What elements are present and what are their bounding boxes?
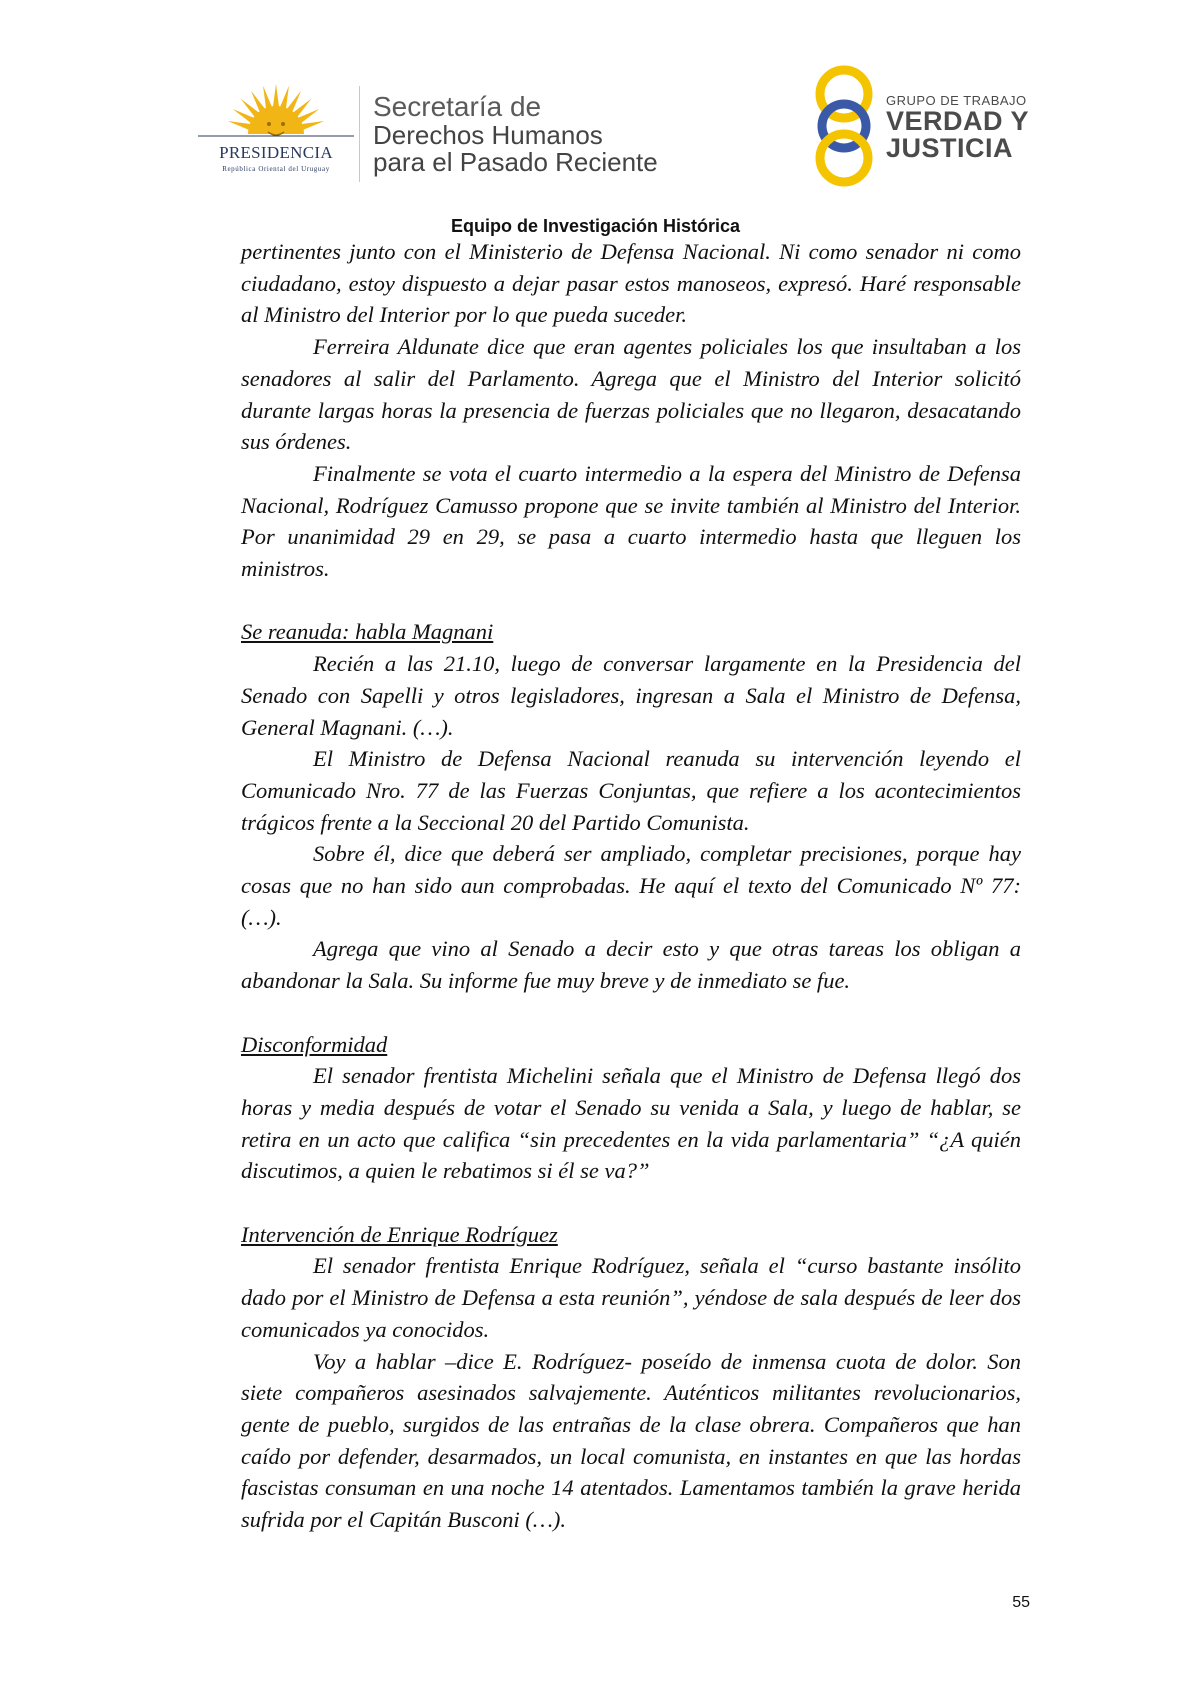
paragraph: El senador frentista Enrique Rodríguez, señala el “curso bastante insólito dado por el Ministro de Defensa a esta reunión”, yéndose de sala después de leer dos comunicados ya conocidos. [241, 1253, 1021, 1342]
presidencia-subtitle: República Oriental del Uruguay [222, 165, 330, 173]
secretaria-title [373, 92, 658, 176]
secretaria-line-2: Derechos Humanos [373, 120, 603, 150]
page-number: 55 [1012, 1594, 1030, 1611]
interlocked-rings-icon [808, 64, 880, 188]
header-divider [359, 86, 360, 182]
gtvj-line-2: JUSTICIA [886, 133, 1014, 163]
section-heading: Disconformidad [241, 1031, 388, 1057]
paragraph: Sobre él, dice que deberá ser ampliado, completar precisiones, porque hay cosas que no han sido aun comprobadas. He aquí el texto del Comunicado Nº 77: (…). [241, 841, 1021, 930]
secretaria-line-1: Secretaría de [373, 91, 542, 122]
gtvj-top-line: GRUPO DE TRABAJO [886, 93, 1027, 108]
paragraph: El Ministro de Defensa Nacional reanuda su intervención leyendo el Comunicado Nro. 77 de las Fuerzas Conjuntas, que refiere a los acontecimientos trágicos frente a la Seccional 20 del Partido Comunista. [241, 746, 1021, 835]
paragraph: Finalmente se vota el cuarto intermedio a la espera del Ministro de Defensa Nacional, Rodríguez Camusso propone que se invite también al Ministro del Interior. Por unanimidad 29 en 29, se pasa a cuarto intermedio hasta que lleguen los ministros. [241, 460, 1021, 582]
paragraph: Voy a hablar –dice E. Rodríguez- poseído de inmensa cuota de dolor. Son siete compañeros asesinados salvajemente. Auténticos militantes revolucionarios, gente de pueblo, surgidos de las entrañas de la clase obrera. Compañeros que han caído por defender, desarmados, un local comunista, en instantes en que las hordas fascistas consuman en una noche 14 atentados. Lamentamos también la grave herida sufrida por el Capitán Busconi (…). [241, 1348, 1021, 1533]
team-title: Equipo de Investigación Histórica [450, 216, 741, 236]
section-heading: Se reanuda: habla Magnani [241, 619, 494, 645]
paragraph: pertinentes junto con el Ministerio de Defensa Nacional. Ni como senador ni como ciudadano, estoy dispuesto a dejar pasar estos manoseos, expresó. Haré responsable al Ministro del Interior por lo que pueda suceder. [241, 239, 1021, 328]
paragraph: Ferreira Aldunate dice que eran agentes policiales los que insultaban a los senadores al salir del Parlamento. Agrega que el Ministro del Interior solicitó durante largas horas la presencia de fuerzas policiales que no llegaron, desacatando sus órdenes. [241, 334, 1021, 455]
presidencia-name: PRESIDENCIA [219, 143, 333, 162]
paragraph: Agrega que vino al Senado a decir esto y que otras tareas los obligan a abandonar la Sala. Su informe fue muy breve y de inmediato se fue. [241, 936, 1021, 994]
secretaria-line-3: para el Pasado Reciente [373, 147, 658, 177]
spacer [241, 997, 1021, 1029]
gtvj-line-1: VERDAD Y [886, 106, 1030, 136]
page-header [0, 0, 1191, 210]
spacer [241, 585, 1021, 617]
paragraph: El senador frentista Michelini señala que el Ministro de Defensa llegó dos horas y media después de votar el Senado su venida a Sala, y luego de hablar, se retira en un acto que califica “sin precedentes en la vida parlamentaria” “¿A quién discutimos, a quien le rebatimos si él se va?” [241, 1063, 1021, 1184]
gtvj-title [886, 94, 1029, 162]
section-heading: Intervención de Enrique Rodríguez [241, 1221, 558, 1247]
document-body [241, 236, 1021, 1536]
spacer [241, 1187, 1021, 1219]
paragraph: Recién a las 21.10, luego de conversar largamente en la Presidencia del Senado con Sapelli y otros legisladores, ingresan a Sala el Ministro de Defensa, General Magnani. (…). [241, 651, 1021, 740]
